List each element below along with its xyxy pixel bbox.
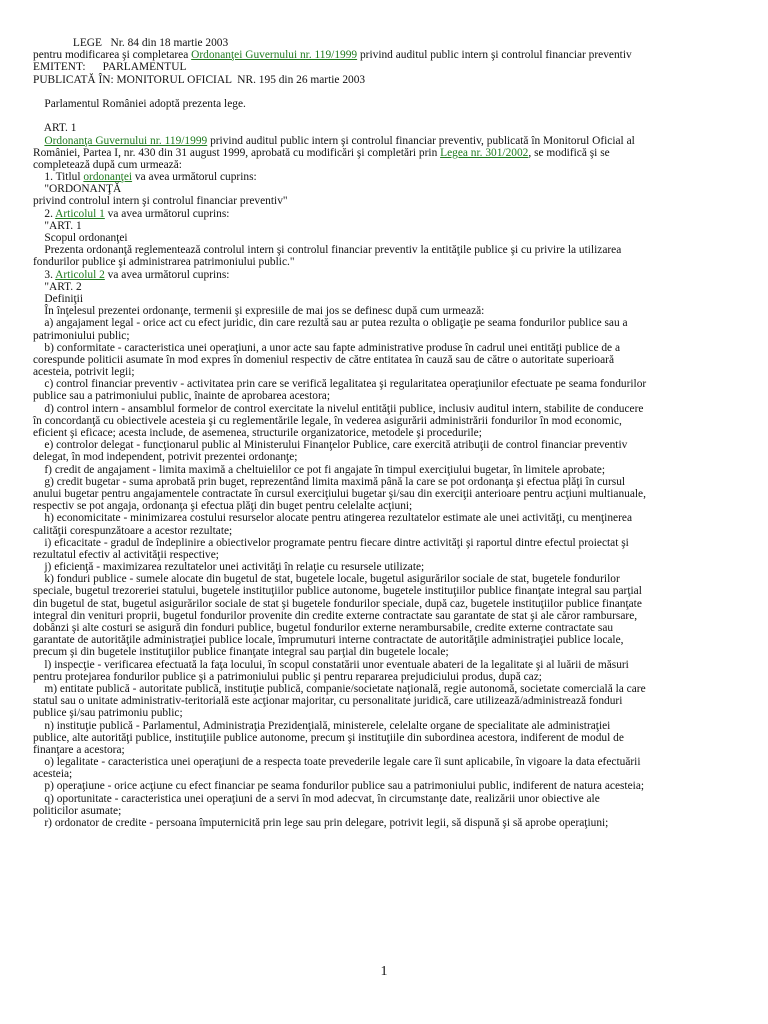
text-segment: LEGE Nr. 84 din 18 martie 2003 <box>33 37 229 49</box>
text-segment: d) control intern - ansamblul formelor de control exercitate la nivelul entităţii publice, inclusiv auditul intern, stabilite de conducere <box>33 402 644 415</box>
text-segment: completează după cum urmează: <box>33 158 182 171</box>
text-line <box>33 208 751 220</box>
text-line <box>33 342 751 354</box>
text-segment: speciale, bugetul trezoreriei statului, bugetele instituţiilor publice autonome, bugetele instituţiilor publice finanţate integral sau parţial <box>33 585 642 598</box>
legal-reference-link[interactable]: Legea nr. 301/2002 <box>440 146 529 159</box>
text-line <box>33 488 751 500</box>
text-segment: corespunde politicii asumate în mod expres în domeniul respectiv de către entitatea în cauză sau de către o autoritate superioară <box>33 353 615 366</box>
text-segment: "ART. 2 <box>33 280 82 293</box>
text-line <box>33 561 751 573</box>
page-number: 1 <box>380 964 388 979</box>
text-segment: pentru protejarea fondurilor publice şi a patrimoniului public şi pentru repararea prejudiciului produs, după caz; <box>33 670 542 683</box>
text-segment: e) controlor delegat - funcţionarul public al Ministerului Finanţelor Publice, care exercită atribuţii de control financiar preventiv <box>33 439 628 452</box>
text-line <box>33 354 751 366</box>
text-segment: j) eficienţă - maximizarea rezultatelor unei activităţi în relaţie cu resursele utilizate; <box>33 561 425 574</box>
text-line <box>33 500 751 512</box>
legal-reference-link[interactable]: ordonanţei <box>83 171 133 184</box>
text-line <box>33 439 751 451</box>
text-segment: a) angajament legal - orice act cu efect juridic, din care rezultă sau ar putea rezulta o obligaţie pe seama fondurilor publice sau a <box>33 317 628 330</box>
text-segment: dobânzi şi alte costuri se asigură din fonduri publice, bugetul fondurilor externe nerambursabile, credite externe contractate sau <box>33 622 614 634</box>
text-line <box>33 744 751 756</box>
text-segment: în concordanţă cu obiectivele acesteia şi cu reglementările legale, în vederea asigurării administrării fondurilor în mod economic, <box>33 414 622 427</box>
legal-reference-link[interactable]: Ordonanţa Guvernului nr. 119/1999 <box>44 134 208 147</box>
text-segment: p) operaţiune - orice acţiune cu efect financiar pe seama fondurilor publice sau a patrimoniului public, indiferent de natura acesteia; <box>33 780 645 793</box>
legal-reference-link[interactable]: Articolul 2 <box>55 268 105 281</box>
text-segment: c) control financiar preventiv - activitatea prin care se verifică legalitatea şi regularitatea operaţiunilor efectuate pe seama fondurilor <box>33 378 647 391</box>
text-line <box>33 756 751 768</box>
text-line <box>33 256 751 268</box>
text-line <box>33 768 751 780</box>
text-segment: privind auditul public intern şi controlul financiar preventiv, publicată în Monitorul Oficial al <box>207 134 635 147</box>
text-segment: fondurilor publice şi administrarea patrimoniului public." <box>33 256 295 269</box>
legal-reference-link[interactable]: Ordonanţei Guvernului nr. 119/1999 <box>191 49 358 62</box>
text-line <box>33 451 751 463</box>
text-segment: privind auditul public intern şi controlul financiar preventiv <box>357 49 632 62</box>
text-segment: publice, alte autorităţi publice, instituţiile publice autonome, precum şi instituţiile din subordinea acestora, indiferent de modul de <box>33 731 624 744</box>
text-line <box>33 49 751 61</box>
text-line <box>33 135 751 147</box>
text-line <box>33 610 751 622</box>
text-line <box>33 330 751 342</box>
text-segment: r) ordonator de credite - persoana împuternicită prin lege sau prin delegare, potrivit legii, să dispună şi să aprobe operaţiuni; <box>33 817 609 829</box>
text-line <box>33 244 751 256</box>
text-line <box>33 732 751 744</box>
text-line <box>33 817 751 829</box>
text-line <box>33 98 751 110</box>
text-segment: României, Partea I, nr. 430 din 31 august 1999, aprobată cu modificări şi completări prin <box>33 146 441 159</box>
text-line <box>33 646 751 658</box>
text-segment: patrimoniului public; <box>33 329 130 342</box>
text-segment: privind controlul intern şi controlul financiar preventiv" <box>33 195 288 208</box>
text-segment: l) inspecţie - verificarea efectuată la faţa locului, în scopul constatării unor eventuale abateri de la legalitate şi al luării de măsuri <box>33 658 629 671</box>
text-segment: va avea următorul cuprins: <box>132 171 257 184</box>
text-line <box>33 317 751 329</box>
text-segment: f) credit de angajament - limita maximă a cheltuielilor ce pot fi angajate în timpul exerciţiului bugetar, în limitele aprobate; <box>33 463 606 476</box>
text-line <box>33 37 751 49</box>
text-line <box>33 805 751 817</box>
text-segment: Prezenta ordonanţă reglementează controlul intern şi controlul financiar preventiv la entităţile publice şi cu privire la utilizarea <box>33 244 622 257</box>
text-segment: calităţii corespunzătoare a acestor rezultate; <box>33 524 233 537</box>
text-segment: b) conformitate - caracteristica unei operaţiuni, a unor acte sau fapte administrative produse în cadrul unei entităţi publice de a <box>33 341 621 354</box>
text-segment: EMITENT: PARLAMENTUL <box>33 61 187 74</box>
text-line <box>33 171 751 183</box>
text-segment: finanţare a acestora; <box>33 743 125 756</box>
text-line <box>33 269 751 281</box>
text-segment: g) credit bugetar - suma aprobată prin buget, reprezentând limita maximă până la care se pot ordonanţa şi efectua plăţi în cursul <box>33 475 626 488</box>
text-line <box>33 525 751 537</box>
text-line <box>33 232 751 244</box>
text-line <box>33 695 751 707</box>
text-segment: 3. <box>33 268 56 281</box>
text-line <box>33 476 751 488</box>
text-segment: delegat, în mod independent, potrivit prezentei ordonanţe; <box>33 451 298 464</box>
text-line <box>33 659 751 671</box>
text-line <box>33 159 751 171</box>
text-line <box>33 707 751 719</box>
text-segment: publice şi/sau patrimoniu public; <box>33 707 183 720</box>
text-line <box>33 281 751 293</box>
text-segment: PUBLICATĂ ÎN: MONITORUL OFICIAL NR. 195 din 26 martie 2003 <box>33 73 366 86</box>
text-segment: m) entitate publică - autoritate publică, instituţie publică, companie/societate naţională, regie autonomă, societate comercială la care <box>33 682 646 695</box>
text-line <box>33 220 751 232</box>
text-line <box>33 61 751 73</box>
text-line <box>33 793 751 805</box>
text-line <box>33 305 751 317</box>
text-segment: q) oportunitate - caracteristica unei operaţiuni de a servi în mod adecvat, în circumstanţe date, realizării unor obiective ale <box>33 792 600 805</box>
text-segment: "ORDONANŢĂ <box>33 183 122 196</box>
text-line <box>33 122 751 134</box>
text-segment: i) eficacitate - gradul de îndeplinire a obiectivelor programate pentru fiecare dintre activităţi şi raportul dintre efectul proiectat şi <box>33 536 629 549</box>
text-segment: din bugetul de stat, bugetul asigurărilor sociale de stat şi bugetele fondurilor speciale, după caz, bugetele instituţiilor publice finanţate <box>33 597 642 610</box>
text-segment: garantate de autorităţile administraţiei publice locale, împrumuturi interne contractate de autorităţile administraţiei publice locale, <box>33 634 624 647</box>
text-line <box>33 634 751 646</box>
text-line <box>33 585 751 597</box>
text-segment: anului bugetar pentru angajamentele contractate în cursul exerciţiului bugetar şi/sau din exerciţii anterioare pentru acţiuni multianuale, <box>33 487 646 500</box>
text-line <box>33 195 751 207</box>
text-line <box>33 427 751 439</box>
text-segment: ART. 1 <box>33 122 77 135</box>
text-segment: rezultatul efectiv al activităţii respective; <box>33 548 219 561</box>
blank-line <box>33 86 751 98</box>
text-segment: integral din venituri proprii, bugetul fondurilor provenite din credite externe contractate sau garantate de stat şi ale căror rambursare, <box>33 609 638 622</box>
text-line <box>33 683 751 695</box>
text-line <box>33 378 751 390</box>
text-segment: precum şi din bugetele instituţiilor publice finanţate integral sau parţial din bugetele locale; <box>33 646 449 659</box>
text-line <box>33 780 751 792</box>
text-line <box>33 390 751 402</box>
text-line <box>33 720 751 732</box>
text-line <box>33 293 751 305</box>
text-segment: 1. Titlul <box>33 171 84 184</box>
text-segment: acesteia, potrivit legii; <box>33 366 135 379</box>
text-segment: Scopul ordonanţei <box>33 232 128 244</box>
text-segment: o) legalitate - caracteristica unei operaţiuni de a respecta toate prevederile legale care îi sunt aplicabile, în vigoare la data efectuării <box>33 756 641 769</box>
text-segment: eficient şi eficace; acesta include, de asemenea, structurile organizatorice, metodele şi procedurile; <box>33 427 482 439</box>
text-segment: va avea următorul cuprins: <box>104 268 230 281</box>
text-segment: respectiv se pot angaja, ordonanţa şi efectua plăţi din buget pentru celelalte acţiuni; <box>33 500 413 513</box>
text-segment: politicilor asumate; <box>33 804 122 817</box>
text-segment: pentru modificarea şi completarea <box>33 49 192 62</box>
text-line <box>33 464 751 476</box>
text-segment <box>33 135 44 147</box>
text-segment: "ART. 1 <box>33 219 82 232</box>
text-segment: n) instituţie publică - Parlamentul, Administraţia Prezidenţială, ministerele, celelalte organe de specialitate ale administraţiei <box>33 719 611 732</box>
text-segment: Definiţii <box>33 292 83 305</box>
text-line <box>33 598 751 610</box>
blank-line <box>33 110 751 122</box>
text-line <box>33 183 751 195</box>
text-line <box>33 403 751 415</box>
legal-reference-link[interactable]: Articolul 1 <box>55 207 105 220</box>
text-line <box>33 671 751 683</box>
text-line <box>33 512 751 524</box>
text-segment: 2. <box>33 207 56 220</box>
text-segment: k) fonduri publice - sumele alocate din bugetul de stat, bugetele locale, bugetul asigurărilor sociale de stat, bugetele fondurilor <box>33 573 620 586</box>
text-line <box>33 549 751 561</box>
text-segment: va avea următorul cuprins: <box>104 207 230 220</box>
text-segment: publice sau a patrimoniului public, înainte de aprobarea acestora; <box>33 390 330 403</box>
text-segment: acesteia; <box>33 768 73 781</box>
text-line <box>33 366 751 378</box>
text-line <box>33 415 751 427</box>
text-line <box>33 573 751 585</box>
text-segment: În înţelesul prezentei ordonanţe, termenii şi expresiile de mai jos se definesc după cum urmează: <box>33 305 485 318</box>
text-segment: statul sau o unitate administrativ-teritorială este acţionar majoritar, cu personalitate juridică, care utilizează/administrează fonduri <box>33 695 623 708</box>
text-segment: Parlamentul României adoptă prezenta lege. <box>33 97 246 110</box>
text-line <box>33 537 751 549</box>
text-segment: h) economicitate - minimizarea costului resurselor alocate pentru atingerea rezultatelor estimate ale unei activităţi, cu menţinerea <box>33 512 633 525</box>
text-line <box>33 622 751 634</box>
document-body <box>33 37 751 829</box>
text-line <box>33 147 751 159</box>
text-line <box>33 74 751 86</box>
text-segment: , se modifică şi se <box>528 146 610 159</box>
